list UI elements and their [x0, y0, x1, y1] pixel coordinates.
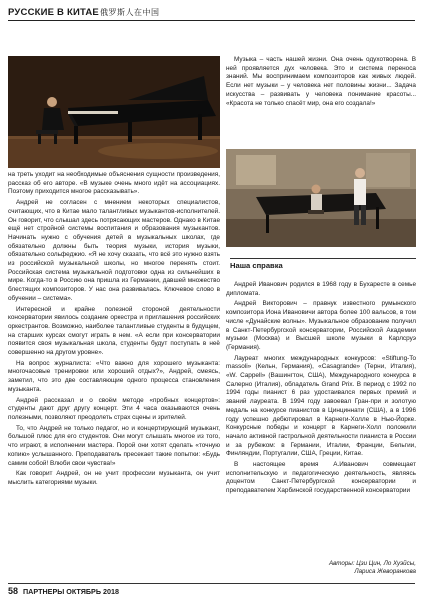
paragraph: Музыка – часть нашей жизни. Она очень одухотворена. В ней проявляется дух человека. Это и система переноса знаний. Мы воспринимаем композиторов как живых людей. Если нет музыки – у человека нет половины жизни... Задача искусства – развивать у человека понимание красоты... «Красота не только спасёт мир, она его создала!» — [226, 56, 416, 107]
paragraph: на треть уходит на необходимые объяснения сущности произведения, рассказ об его авторе. «В музыке очень много идёт на ассоциациях. Поэтому приходится многое рассказывать». — [8, 171, 220, 196]
lesson-photo — [226, 149, 416, 247]
paragraph: В настоящее время А.Иванович совмещает исполнительскую и педагогическую деятельность, являясь доцентом Санкт-Петербургской консерватории и преподавателем Харбинской государственной консерватории — [226, 461, 416, 495]
paragraph: Андрей Иванович родился в 1968 году в Бухаресте в семье дипломата. — [226, 281, 416, 297]
authors-line: Авторы: Цзи Цин, Ло Хуэйсы, — [329, 560, 416, 567]
footer-divider — [8, 583, 415, 584]
authors-line: Лариса Жеворанкова — [354, 568, 416, 575]
paragraph: Андрей Викторович – правнук известного румынского композитора Иона Ивановичи автора более 100 вальсов, в том числе «Дунайские волны». Музыкальное образование получил в Санкт-Петербургской консерватории, Российской Академии музыки (Москва) и Высшей школе музыки в Карлсруэ (Германия). — [226, 300, 416, 351]
paragraph: Лауреат многих международных конкурсов: «Stiftung-To massoli» (Кельн, Германия), «Casagrande» (Терни, Италия), «W. Cappell» (Вашингтон, США), Международного конкурса в Салерно (Италия), обладатель Grand Prix. В период с 1992 по 1994 годы пианист 6 раз удостаивался первых премий и званий лауреата. В 1994 году завоевал Гран-при и золотую медаль на конкурсе пианистов в Цинциннати (США), а в 1996 году успешно дебютировал в Карнеги-Холле в Нью-Йорке. Конкурсные победы и концерт в Карнеги-Холл положили начало активной гастрольной деятельности пианиста в России и за рубежом: в Германии, Италии, Франции, Бельгии, Финляндии, Португалии, США, Греции, Китае. — [226, 354, 416, 458]
paragraph: Интересной и крайне полезной стороной деятельности консерватории явилось создание оркестра и приглашения российских оркестрантов. Возможно, наиболее талантливые студенты в будущем, на старших курсах смогут играть в нем. «А если при консерватории появится своя музыкальная школа, студенты будут поступать в неё совершенно на другом уровне». — [8, 305, 220, 357]
pianist-photo — [8, 56, 220, 168]
paragraph: Как говорит Андрей, он не учит профессии музыканта, он учит мыслить категориями музыки. — [8, 470, 220, 486]
footer-text: ПАРТНЕРЫ ОКТЯБРЬ 2018 — [23, 587, 120, 596]
authors-credit — [329, 560, 416, 576]
paragraph: На вопрос журналиста: «Что важно для хорошего музыканта: многочасовые тренировки или хороший отдых?», Андрей, смеясь, заметил, что это две составляющие одного процесса становления музыканта. — [8, 359, 220, 393]
page-number: 58 — [8, 586, 19, 596]
header-divider — [8, 20, 415, 21]
section-subtitle: 俄罗斯人在中国 — [100, 8, 160, 17]
section-title: РУССКИЕ В КИТАЕ — [8, 7, 99, 18]
right-column-top-text — [226, 56, 416, 110]
paragraph: То, что Андрей не только педагог, но и концертирующий музыкант, большой плюс для его студентов. Они могут слышать многое из того, что играют, в исполнении мастера. Порой они хотят сделать «точную копию» услышанного. Преподаватель пресекает такие попытки: «Будь самим собой! Влюби свои чувства!» — [8, 424, 220, 467]
paragraph: Андрей рассказал и о своём методе «пробных концертов»: студенты дают друг другу концерт. Эти 4 часа оказываются очень полезными, позволяют преодолеть страх сцены и зрителей. — [8, 396, 220, 421]
paragraph: Андрей не согласен с мнением некоторых специалистов, считающих, что в Китае мало талантливых музыкантов-исполнителей. Он говорит, что слышал здесь потрясающих мастеров. Однако в Китае ещё нет стройной системы воспитания и образования музыкантов. Начинать нужно с обучения детей в музыкальных школах, где обязательно должны быть теория музыки, история музыки, обязательно сольфеджио. «Я не хочу сказать, что всё это нужно взять из российской музыкальной школы, но многое перенять стоит. Российская система музыкальной подготовки одна из сильнейших в мире. Когда-то в Россию она пришла из Германии, давшей множество блестящих композиторов. У нас она развивалась. Ключевое слово в обучении – система». — [8, 199, 220, 302]
left-column-text — [8, 171, 220, 490]
page-footer — [8, 586, 119, 596]
info-box-title: Наша справка — [230, 258, 416, 270]
info-box-text — [226, 281, 416, 498]
